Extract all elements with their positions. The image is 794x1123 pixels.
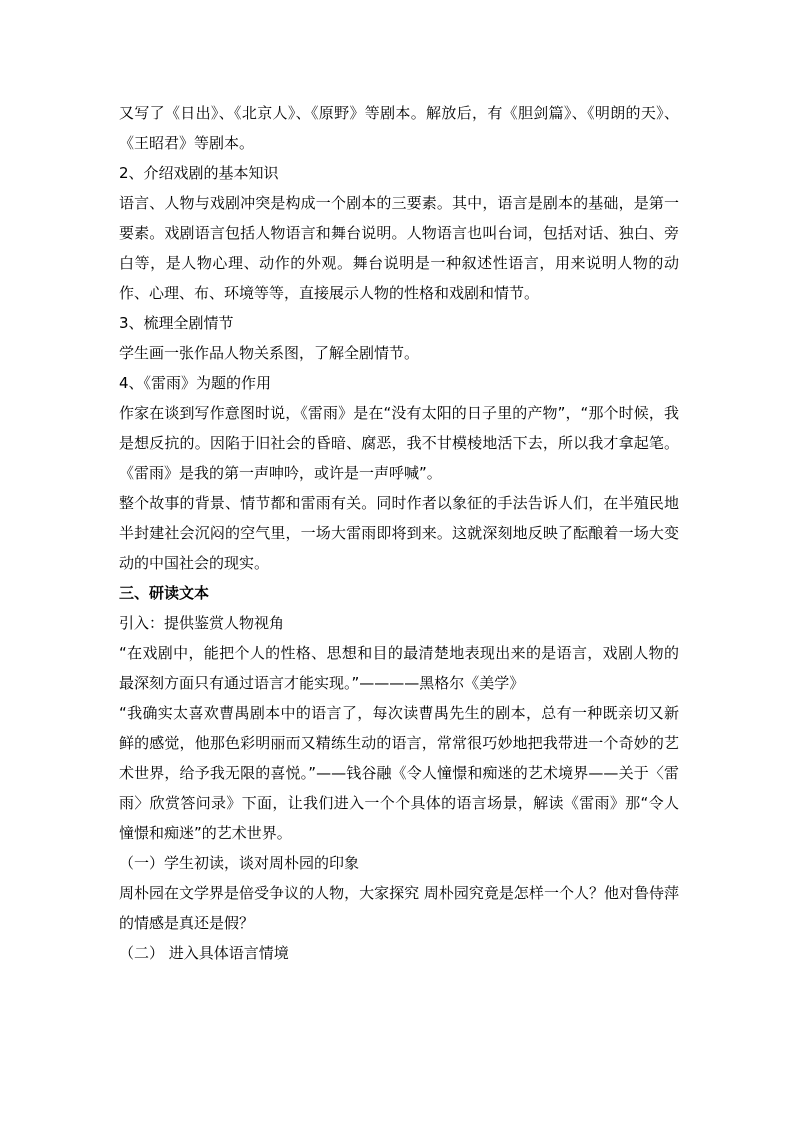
paragraph-intro-perspective: 引入：提供鉴赏人物视角	[119, 614, 285, 632]
paragraph-symbolism: 整个故事的背景、情节都和雷雨有关。同时作者以象征的手法告诉人们，在半殖民地半封建社会沉闷的空气里，一场大雷雨即将到来。这就深刻地反映了酝酿着一场大变动的中国社会的现实。	[119, 494, 679, 572]
heading-drama-basics: 2、介绍戏剧的基本知识	[119, 164, 279, 182]
subheading-language-context: （二） 进入具体语言情境	[119, 944, 289, 962]
paragraph-zhou-puyuan-question: 周朴园在文学界是倍受争议的人物，大家探究 周朴园究竟是怎样一个人？他对鲁侍萍的情感是真还是假？	[119, 884, 679, 932]
heading-plot-review: 3、梳理全剧情节	[119, 314, 234, 332]
section-heading-text-study: 三、研读文本	[119, 584, 210, 602]
paragraph-author-intent: 作家在谈到写作意图时说，《雷雨》是在“没有太阳的日子里的产物”，“那个时候，我是想反抗的。因陷于旧社会的昏暗、腐恶，我不甘模棱地活下去，所以我才拿起笔。《雷雨》是我的第一声呻吟，或许是一声呼喊”。	[119, 404, 679, 482]
paragraph-relationship-map: 学生画一张作品人物关系图，了解全剧情节。	[119, 344, 420, 362]
paragraph-drama-elements: 语言、人物与戏剧冲突是构成一个剧本的三要素。其中，语言是剧本的基础，是第一要素。戏剧语言包括人物语言和舞台说明。人物语言也叫台词，包括对话、独白、旁白等，是人物心理、动作的外观。舞台说明是一种叙述性语言，用来说明人物的动作、心理、布、环境等等，直接展示人物的性格和戏剧和情节。	[119, 194, 679, 302]
quote-hegel: “在戏剧中，能把个人的性格、思想和目的最清楚地表现出来的是语言，戏剧人物的最深刻方面只有通过语言才能实现。”————黑格尔《美学》	[119, 644, 679, 692]
subheading-first-reading: （一）学生初读，谈对周朴园的印象	[119, 854, 360, 872]
quote-qian-gurong: “我确实太喜欢曹禺剧本中的语言了，每次读曹禺先生的剧本，总有一种既亲切又新鲜的感觉，他那色彩明丽而又精练生动的语言，常常很巧妙地把我带进一个奇妙的艺术世界，给予我无限的喜悦。”——钱谷融《令人憧憬和痴迷的艺术境界——关于〈雷雨〉欣赏答问录》下面，让我们进入一个个具体的语言场景，解读《雷雨》那“令人憧憬和痴迷”的艺术世界。	[119, 704, 679, 842]
document-body	[119, 98, 679, 968]
heading-title-function: 4、《雷雨》为题的作用	[119, 374, 272, 392]
paragraph-plays-list: 又写了《日出》、《北京人》、《原野》等剧本。解放后，有《胆剑篇》、《明朗的天》、《王昭君》等剧本。	[119, 104, 679, 152]
